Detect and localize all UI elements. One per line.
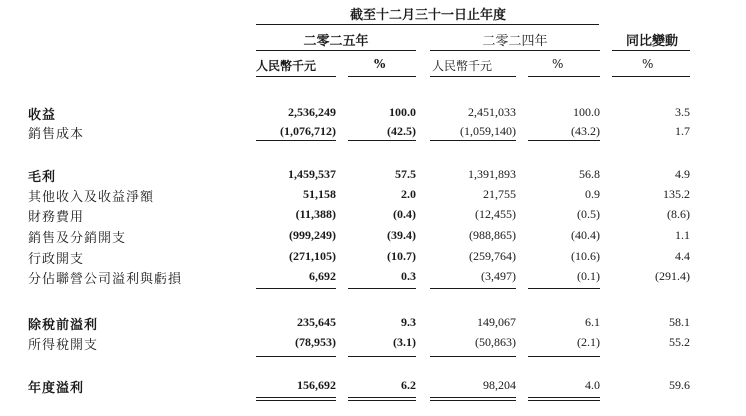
- cell-p24: 100.0: [573, 105, 600, 119]
- cell-v25: 1,459,537: [288, 167, 336, 181]
- yoy-rule: [612, 50, 690, 51]
- row-label: 除稅前溢利: [28, 318, 99, 333]
- row-label: 毛利: [28, 170, 57, 185]
- cell-p25: 6.2: [401, 378, 416, 392]
- cell-p24: 6.1: [585, 315, 600, 329]
- subtotal-rule-3b: [348, 356, 416, 357]
- cell-p25: (10.7): [387, 249, 416, 263]
- row-label: 所得稅開支: [28, 338, 99, 353]
- cell-v25: 51,158: [303, 187, 336, 201]
- cell-v24: (259,764): [469, 249, 516, 263]
- cell-p24: 4.0: [585, 378, 600, 392]
- cell-yoy: 55.2: [669, 335, 690, 349]
- cell-p24: 0.9: [585, 187, 600, 201]
- cell-v24: (988,865): [469, 228, 516, 242]
- row-label: 年度溢利: [28, 381, 85, 396]
- cell-p25: 9.3: [401, 315, 416, 329]
- subtotal-rule-2c: [430, 288, 516, 289]
- cell-yoy: 58.1: [669, 315, 690, 329]
- cell-yoy: (291.4): [655, 269, 690, 283]
- unit-rule-5: [612, 76, 690, 77]
- cell-v24: (1,059,140): [460, 124, 516, 138]
- cell-p25: 100.0: [389, 105, 416, 119]
- cell-v24: 98,204: [483, 378, 516, 392]
- subtotal-rule-3c: [430, 356, 516, 357]
- period-rule: [256, 24, 599, 25]
- unit-pct-yoy: %: [642, 57, 654, 71]
- subtotal-rule-1a: [256, 140, 336, 141]
- subtotal-rule-1d: [528, 140, 600, 141]
- yoy-header: 同比變動: [625, 34, 678, 49]
- cell-v25: (78,953): [295, 335, 336, 349]
- cell-yoy: 1.7: [675, 124, 690, 138]
- cell-v25: 2,536,249: [288, 105, 336, 119]
- cell-p24: (43.2): [571, 124, 600, 138]
- subtotal-rule-3a: [256, 356, 336, 357]
- cell-v25: 156,692: [297, 378, 336, 392]
- cell-v24: 149,067: [477, 315, 516, 329]
- total-double-rule-3: [430, 397, 516, 401]
- row-label: 財務費用: [28, 210, 85, 225]
- unit-rmb-2024: 人民幣千元: [432, 59, 493, 73]
- period-header: 截至十二月三十一日止年度: [349, 8, 506, 23]
- year-2025-rule: [256, 50, 416, 51]
- cell-p25: 2.0: [401, 187, 416, 201]
- cell-yoy: 59.6: [669, 378, 690, 392]
- subtotal-rule-2a: [256, 288, 336, 289]
- unit-rule-4: [528, 76, 600, 77]
- cell-yoy: 4.9: [675, 167, 690, 181]
- row-label: 銷售成本: [28, 127, 85, 142]
- subtotal-rule-1c: [430, 140, 516, 141]
- cell-p24: (10.6): [571, 249, 600, 263]
- cell-v24: (3,497): [481, 269, 516, 283]
- cell-p25: (42.5): [387, 124, 416, 138]
- year-2024-header: 二零二四年: [482, 34, 548, 49]
- cell-v25: (1,076,712): [280, 124, 336, 138]
- cell-p25: 0.3: [401, 269, 416, 283]
- cell-v24: 1,391,893: [468, 167, 516, 181]
- cell-yoy: 135.2: [663, 187, 690, 201]
- unit-rule-3: [430, 76, 516, 77]
- unit-rule-1: [256, 76, 336, 77]
- total-double-rule-1: [256, 397, 336, 401]
- cell-yoy: 1.1: [675, 228, 690, 242]
- unit-pct-2024: %: [552, 57, 564, 71]
- cell-p24: 56.8: [579, 167, 600, 181]
- subtotal-rule-2d: [528, 288, 600, 289]
- cell-v25: (11,388): [295, 207, 336, 221]
- cell-v24: (50,863): [475, 335, 516, 349]
- total-double-rule-2: [348, 397, 416, 401]
- cell-v24: 21,755: [483, 187, 516, 201]
- unit-rule-2: [348, 76, 416, 77]
- cell-p24: (0.1): [577, 269, 600, 283]
- cell-v24: 2,451,033: [468, 105, 516, 119]
- cell-p24: (40.4): [571, 228, 600, 242]
- cell-v25: (271,105): [289, 249, 336, 263]
- year-2025-header: 二零二五年: [303, 34, 369, 49]
- row-label: 收益: [28, 108, 57, 123]
- cell-v25: (999,249): [289, 228, 336, 242]
- subtotal-rule-3d: [528, 356, 600, 357]
- cell-v25: 6,692: [309, 269, 336, 283]
- cell-yoy: 4.4: [675, 249, 690, 263]
- cell-p25: (0.4): [393, 207, 416, 221]
- row-label: 行政開支: [28, 252, 85, 267]
- row-label: 其他收入及收益淨額: [28, 190, 155, 205]
- cell-p24: (2.1): [577, 335, 600, 349]
- cell-yoy: 3.5: [675, 105, 690, 119]
- cell-p25: 57.5: [395, 167, 416, 181]
- cell-p25: (39.4): [387, 228, 416, 242]
- cell-p24: (0.5): [577, 207, 600, 221]
- subtotal-rule-1b: [348, 140, 416, 141]
- cell-v25: 235,645: [297, 315, 336, 329]
- total-double-rule-4: [528, 397, 600, 401]
- unit-pct-2025: %: [374, 57, 386, 71]
- unit-rmb-2025: 人民幣千元: [256, 59, 317, 73]
- cell-yoy: (8.6): [667, 207, 690, 221]
- year-2024-rule: [430, 50, 600, 51]
- row-label: 銷售及分銷開支: [28, 231, 127, 246]
- row-label: 分佔聯營公司溢利與虧損: [28, 272, 183, 287]
- subtotal-rule-2b: [348, 288, 416, 289]
- cell-p25: (3.1): [393, 335, 416, 349]
- cell-v24: (12,455): [475, 207, 516, 221]
